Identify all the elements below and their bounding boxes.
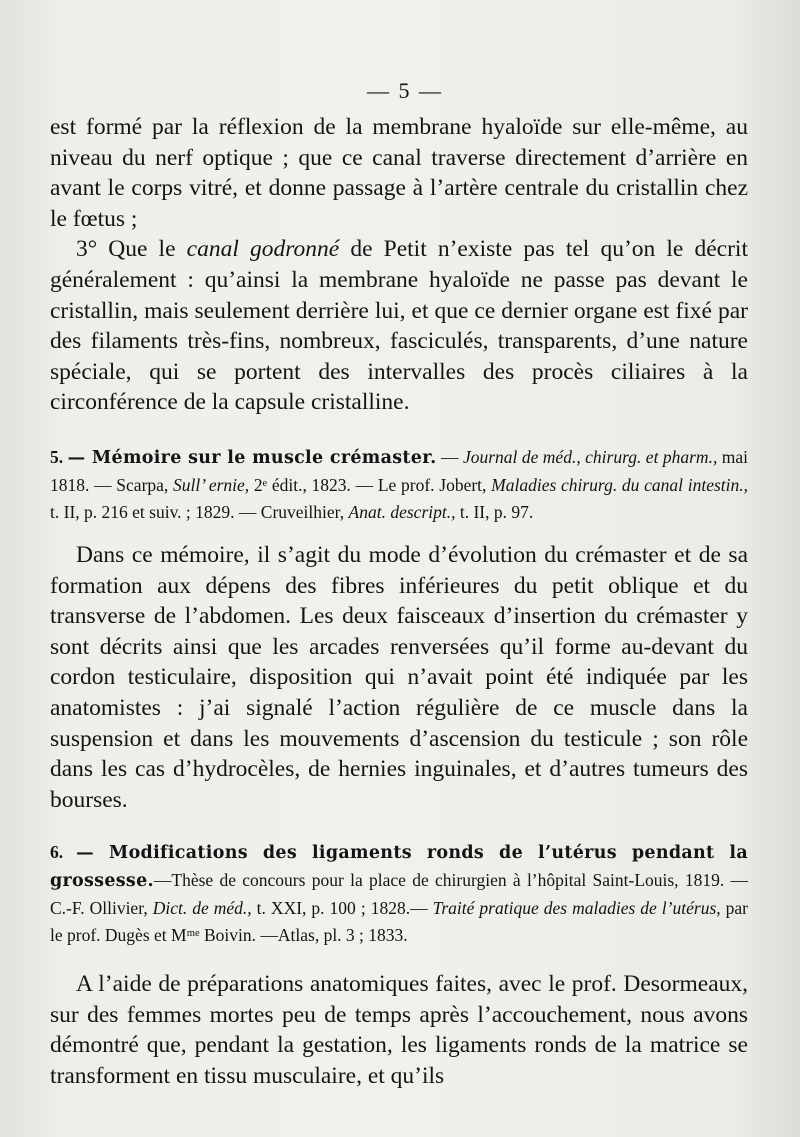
paragraph-point-3-prefix: 3° Que le [76,236,187,263]
entry-6-text-3: par le prof. Dugès et Mᵐᵉ Boivin. —Atlas, pl. 3 ; 1833. [50,898,748,946]
paragraph-cremaster: Dans ce mémoire, il s’agit du mode d’évolution du crémaster et de sa formation aux dépens des fibres inférieures du petit oblique et du transverse de l’abdomen. Les deux faisceaux d’insertion du crémaster y sont décrits ainsi que les arcades renversées qu’il forme au-devant du cordon testiculaire, disposition qui n’avait point été indiquée par les anatomistes : j’ai signalé l’action régulière de ce muscle dans la suspension et dans les mouvements d’ascension du testicule ; son rôle dans les cas d’hydrocèles, de hernies inguinales, et d’autres tumeurs des bourses. [50,541,748,813]
entry-6-text-2: t. XXI, p. 100 ; 1828.— [251,898,433,919]
paragraph-point-3 [50,234,748,418]
paragraph-continuation: est formé par la réflexion de la membrane hyaloïde sur elle-même, au niveau du nerf optique ; que ce canal traverse directement d’arrière en avant le corps vitré, et donne passage à l’artère centrale du cristallin chez le fœtus ; [50,114,748,232]
paragraph-point-3-emphasis: canal godronné [186,236,340,263]
entry-6-dictionary-title: Dict. de méd., [152,898,252,919]
entry-6-heading: — Modifications des ligaments ronds de l’utérus pendant la grossesse. [50,843,749,892]
entry-5-text-5: t. II, p. 97. [455,501,534,522]
bibliography-entry-6 [50,839,748,949]
entry-6-number: 6. [50,842,64,863]
entry-5-text-4: t. II, p. 216 et suiv. ; 1829. — Cruveilhier, [50,501,349,522]
entry-5-journal-title: Journal de méd., chirurg. et pharm., [462,446,718,467]
entry-5-text-1: — [436,446,463,467]
page-number: — 5 — [367,78,443,103]
bibliography-entry-5 [50,444,748,526]
spacer [50,949,748,969]
entry-5-jobert-title: Maladies chirurg. du canal intestin., [491,474,749,495]
spacer [50,526,748,540]
entry-6-treatise-title: Traité pratique des maladies de l’utérus, [432,898,721,919]
paragraph-ligaments: A l’aide de préparations anatomiques faites, avec le prof. Desormeaux, sur des femmes mortes peu de temps après l’accouchement, nous avons démontré que, pendant la gestation, les ligaments ronds de la matrice se transforment en tissu musculaire, et qu’ils [50,971,748,1090]
entry-5-heading: — Mémoire sur le muscle crémaster. [67,447,437,468]
paragraph-point-3-text: de Petit n’existe pas tel qu’on le décrit généralement : qu’ainsi la membrane hyaloïde ne passe pas devant le cristallin, mais seulement derrière lui, et que ce dernier organe est fixé par des filaments très-fins, nombreux, fasciculés, transparents, d’une nature spéciale, qui se portent des intervalles des procès ciliaires à la circonférence de la capsule cristalline. [50,236,748,416]
entry-5-text-2: mai 1818. — Scarpa, [50,446,749,495]
entry-6-text-1: —Thèse de concours pour la place de chirurgien à l’hôpital Saint-Louis, 1819. — C.-F. Ollivier, [50,870,748,919]
spacer [50,418,748,444]
entry-5-scarpa-title: Sull’ ernie, [173,474,250,495]
entry-5-text-3: 2ᵉ édit., 1823. — Le prof. Jobert, [249,474,492,495]
spacer [50,815,748,839]
entry-5-cruveilhier-title: Anat. descript., [348,501,456,522]
entry-5-number: 5. [50,446,64,467]
